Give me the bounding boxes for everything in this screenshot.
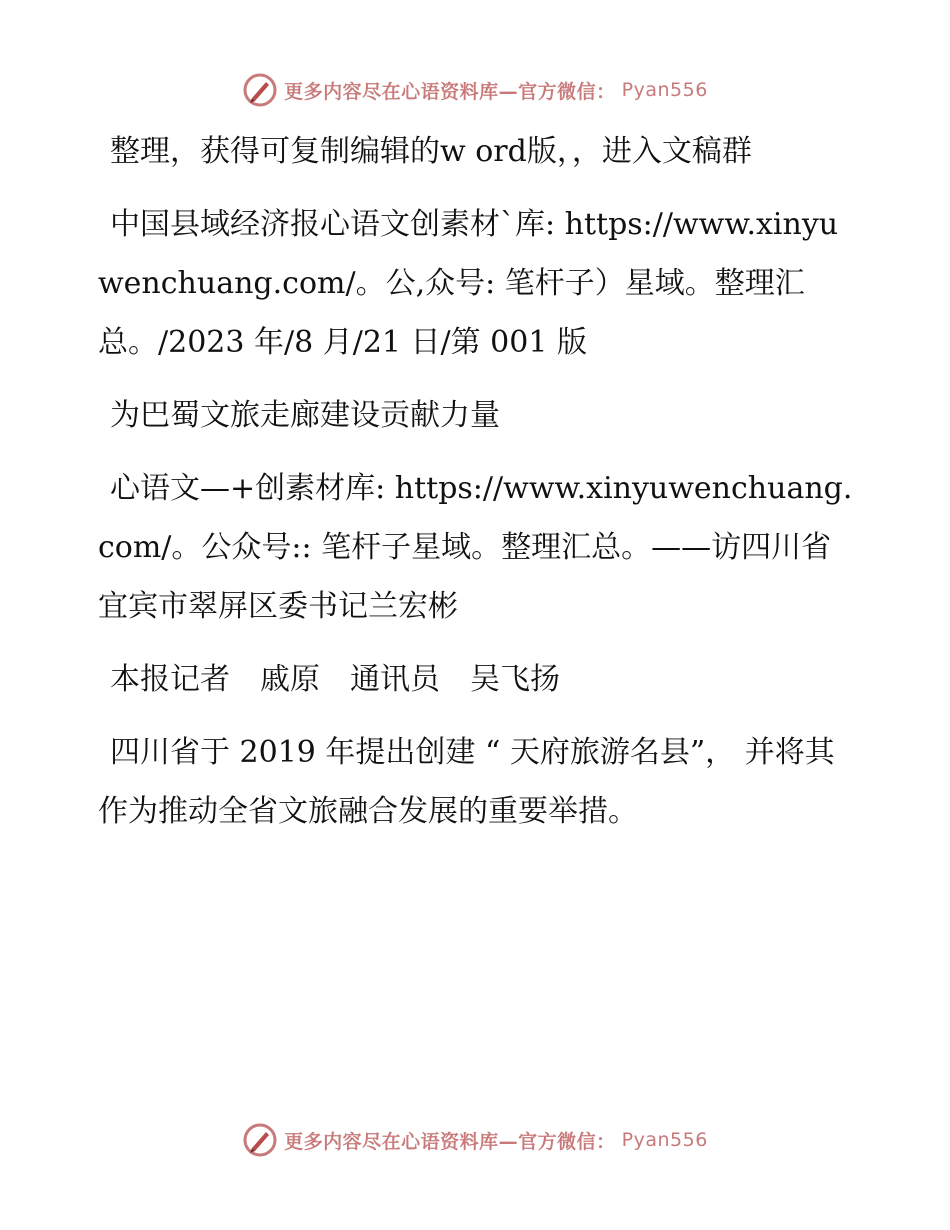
paragraph: 四川省于 2019 年提出创建 “ 天府旅游名县”， 并将其作为推动全省文旅融合发展的重要举措。 (98, 735, 835, 829)
pen-logo-icon (242, 72, 278, 108)
watermark-text: 更多内容尽在心语资料库—官方微信： (284, 80, 616, 103)
watermark-text: 更多内容尽在心语资料库—官方微信： (284, 1130, 616, 1153)
article-title: 为巴蜀文旅走廊建设贡献力量 (110, 398, 500, 433)
footer-watermark (0, 1122, 950, 1158)
watermark-contact: Pyan556 (621, 79, 708, 101)
watermark-contact: Pyan556 (621, 1129, 708, 1151)
byline: 本报记者 戚原 通讯员 吴飞扬 (110, 662, 560, 697)
paragraph: 中国县域经济报心语文创素材`库: https://www.xinyuwenchuang.com/。公,众号: 笔杆子）星域。整理汇总。/2023 年/8 月/21 日/第 001 版 (98, 207, 839, 360)
paragraph: 心语文—+创素材库: https://www.xinyuwenchuang.com/。公众号:: 笔杆子星域。整理汇总。——访四川省宜宾市翠屏区委书记兰宏彬 (98, 471, 853, 624)
paragraph: 整理，获得可复制编辑的w ord版，，进入文稿群 (110, 134, 752, 169)
document-body (98, 122, 858, 855)
header-watermark (0, 72, 950, 108)
pen-logo-icon (242, 1122, 278, 1158)
